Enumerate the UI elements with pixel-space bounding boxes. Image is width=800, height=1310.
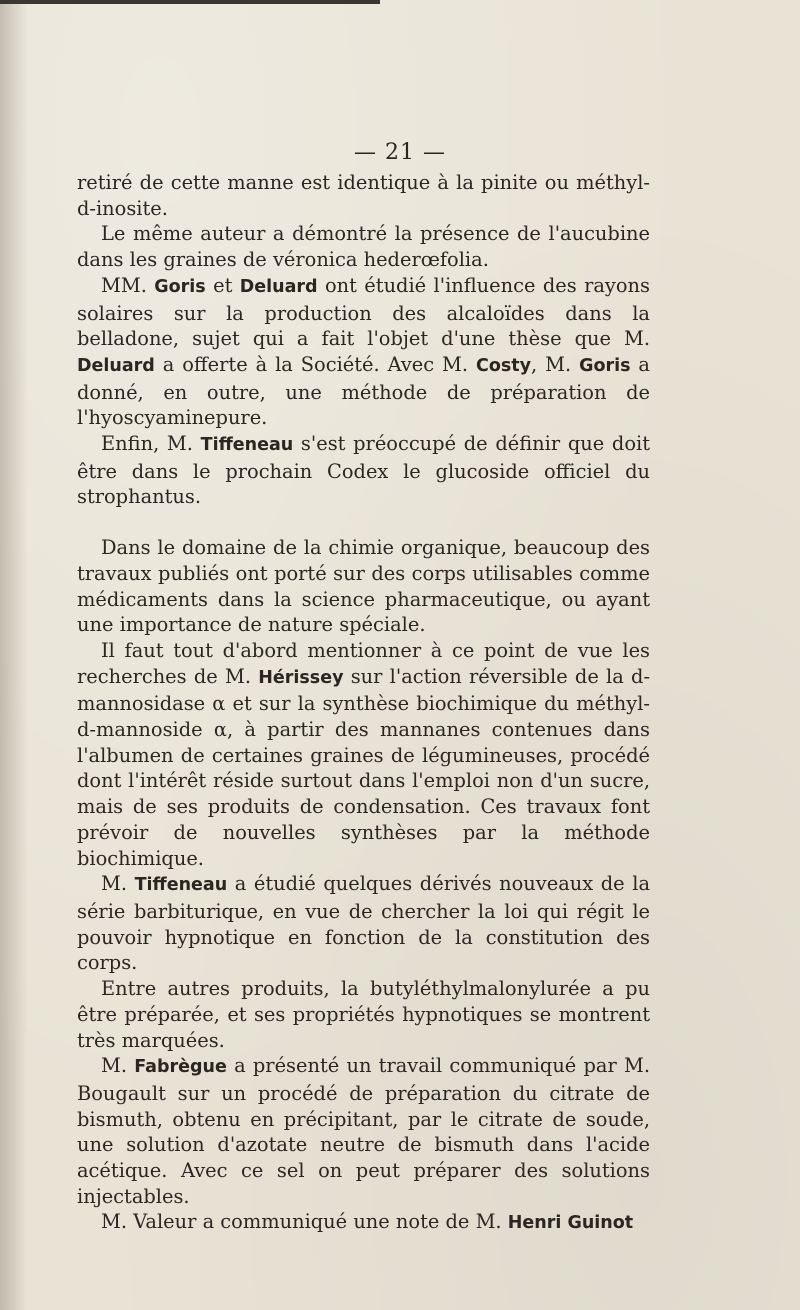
- page-number: — 21 —: [354, 140, 446, 165]
- top-edge-mark: [0, 0, 380, 4]
- author-name: Tiffeneau: [134, 875, 228, 896]
- section-gap: [77, 510, 650, 535]
- paragraph-text: a présenté un travail communiqué par M. Bougault sur un procédé de préparation du citrate de bismuth, obtenu en précipitant, par le citrate de soude, une solution d'azotate neutre de bismuth dans l'acide acétique. Avec ce sel on peut préparer des solutions injectables.: [77, 1054, 650, 1208]
- paragraph-text: MM.: [101, 273, 155, 297]
- binding-shadow: [0, 0, 28, 1310]
- paragraph-text: Enfin, M.: [101, 432, 201, 456]
- paragraph-mannosidase: [77, 638, 650, 871]
- author-name: Fabrègue: [134, 1057, 227, 1078]
- paragraph-chimie-organique: [77, 535, 650, 638]
- paragraph-text: Dans le domaine de la chimie organique, beaucoup des travaux publiés ont porté sur des corps utilisables comme médicaments dans la science pharmaceutique, ou ayant une importance de nature spéciale.: [77, 536, 650, 637]
- paragraph-text: et: [205, 273, 240, 297]
- author-name: Hérissey: [258, 667, 344, 688]
- paragraph-text: s'est préoccupé de définir que doit être dans le prochain Codex le glucoside officiel du strophantus.: [77, 432, 650, 509]
- author-name: Tiffeneau: [200, 435, 294, 456]
- paragraph-text: M. Valeur a communiqué une note de M.: [101, 1210, 508, 1234]
- author-name: Goris: [579, 355, 631, 376]
- author-name: Henri Guinot: [507, 1213, 634, 1234]
- paragraph-strophantus: [77, 431, 650, 510]
- paragraph-continuation: [77, 170, 650, 221]
- paragraph-text: ont étudié l'influence des rayons solaires sur la production des alcaloïdes dans la belladone, sujet qui a fait l'objet d'une thèse que M.: [77, 273, 650, 351]
- author-name: Costy: [475, 355, 532, 376]
- paragraph-butylethylmalonyluree: [77, 976, 650, 1053]
- paragraph-barbiturique: [77, 871, 650, 976]
- paragraph-text: a étudié quelques dérivés nouveaux de la série barbiturique, en vue de chercher la loi qui régit le pouvoir hypnotique en fonction de la constitution des corps.: [77, 872, 650, 975]
- paragraph-valeur: [77, 1209, 650, 1237]
- author-name: Goris: [154, 276, 206, 297]
- paragraph-text: a offerte à la Société. Avec M.: [154, 352, 476, 376]
- author-name: Deluard: [77, 355, 155, 376]
- paragraph-text: M.: [101, 872, 135, 896]
- author-name: Deluard: [239, 276, 318, 297]
- paragraph-text: , M.: [531, 352, 580, 376]
- paragraph-text: a donné, en outre, une méthode de préparation de l'hyoscyaminepure.: [77, 352, 650, 430]
- paragraph-text: Il faut tout d'abord mentionner à ce point de vue les recherches de M.: [77, 638, 650, 688]
- paragraph-citrate-bismuth: [77, 1053, 650, 1209]
- paragraph-aucubine: [77, 221, 650, 272]
- paragraph-text: retiré de cette manne est identique à la pinite ou méthyl-d-inosite.: [77, 171, 650, 220]
- paragraph-text: Entre autres produits, la butyléthylmalonylurée a pu être préparée, et ses propriétés hypnotiques se montrent très marquées.: [77, 977, 650, 1052]
- body-text: [77, 170, 650, 1237]
- paragraph-text: M.: [101, 1054, 135, 1078]
- paragraph-alcaloides: [77, 273, 650, 431]
- paragraph-text: Le même auteur a démontré la présence de l'aucubine dans les graines de véronica hederœfolia.: [77, 222, 650, 272]
- paragraph-text: sur l'action réversible de la d-mannosidase α et sur la synthèse biochimique du méthyl-d-mannoside α, à partir des mannanes contenues dans l'albumen de certaines graines de légumineuses, procédé dont l'intérêt réside surtout dans l'emploi non d'un sucre, mais de ses produits de condensation. Ces travaux font prévoir de nouvelles synthèses par la méthode biochimique.: [77, 664, 650, 870]
